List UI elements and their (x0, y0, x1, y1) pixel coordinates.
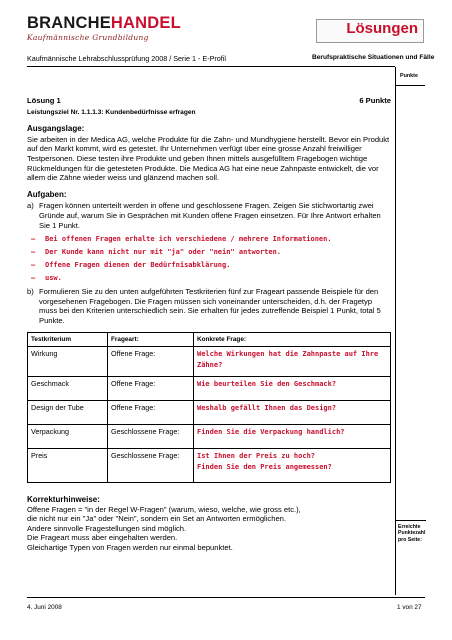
table-row (28, 425, 391, 449)
task-a-text: Fragen können unterteilt werden in offene und geschlossene Fragen. Zeigen Sie stichwortartig zwei Gründe auf, warum Sie in Gesprächen mit Kunden offene Fragen einsetzen. Für Ihre Antwort erhalten Sie 1 Punkt. (39, 201, 381, 230)
table-header-row (28, 332, 391, 347)
logo-wordmark (27, 14, 181, 32)
answer-item (31, 274, 391, 283)
logo-handel: HANDEL (110, 14, 181, 32)
brand-logo (27, 14, 181, 42)
points-column-label: Punkte (400, 73, 418, 79)
exam-category: Berufspraktische Situationen und Fälle (312, 54, 435, 61)
korrektur-line: Andere sinnvolle Fragestellungen sind möglich. (27, 523, 187, 533)
cell-frage (194, 449, 391, 483)
cell-kriterium: Geschmack (28, 377, 108, 401)
header-frageart: Frageart: (108, 332, 194, 347)
cell-frageart: Geschlossene Frage: (108, 425, 194, 449)
ausgangslage-text: Sie arbeiten in der Medica AG, welche Produkte für die Zahn- und Mundhygiene herstellt. Bevor ein Produkt auf den Markt kommt, wird es getestet. Ihr Unternehmen verfügt über eine grosse Anzahl freiwilliger Testpersonen. Diese testen ihre Produkte und geben Ihnen mittels ausgefülltem Fragebogen wichtige Rückmeldungen für die getesteten Produkte. Die Medica AG hat eine neue Zahnpaste entwickelt, die vor allem die Zähne wieder weiss und glänzend machen soll. (27, 134, 390, 183)
points-column-divider (395, 67, 396, 595)
korrektur-text (27, 505, 391, 553)
cell-frage: Finden Sie die Verpackung handlich? (194, 425, 391, 449)
solution-heading (27, 96, 391, 106)
korrektur-line: Die Frageart muss aber eingehalten werden. (27, 533, 178, 543)
document-title: Lösungen (346, 20, 418, 37)
table-row (28, 449, 391, 483)
cell-frage: Welche Wirkungen hat die Zahnpaste auf Ihre Zähne? (194, 347, 391, 377)
task-b-text: Formulieren Sie zu den unten aufgeführten Testkriterien fünf zur Frageart passende Beispiele für den vorgesehenen Fragebogen. Die Fragen müssen sich voneinander unterscheiden, d.h. der Fragetyp muss bei den Kriterien unterschiedlich sein. Sie erhalten für jedes zutreffende Beispiel 1 Punkt, total 5 Punkte. (39, 287, 381, 325)
table-row (28, 347, 391, 377)
answer-text: Bei offenen Fragen erhalte ich verschiedene / mehrere Informationen. (45, 235, 332, 244)
solution-points: 6 Punkte (359, 96, 391, 105)
cell-kriterium: Wirkung (28, 347, 108, 377)
points-per-page-label: Erreichte (398, 524, 421, 530)
solution-title: Lösung 1 (27, 96, 61, 105)
header-konkrete-frage: Konkrete Frage: (194, 332, 391, 347)
answer-text: usw. (45, 274, 62, 283)
task-a-label: a) (27, 201, 34, 211)
korrektur-line: Offene Fragen = "in der Regel W-Fragen" (warum, wieso, welche, wie gross etc.), (27, 504, 301, 514)
main-content (27, 96, 391, 553)
cell-kriterium: Design der Tube (28, 401, 108, 425)
cell-frage-line: Finden Sie den Preis angemessen? (197, 463, 332, 472)
header-testkriterium: Testkriterium (28, 332, 108, 347)
korrektur-heading: Korrekturhinweise: (27, 495, 100, 505)
aufgaben-heading: Aufgaben: (27, 189, 67, 199)
cell-frage: Weshalb gefällt Ihnen das Design? (194, 401, 391, 425)
answer-text: Offene Fragen dienen der Bedürfnisabklärung. (45, 261, 231, 270)
footer-date: 4. Juni 2008 (27, 604, 62, 611)
answer-item (31, 235, 391, 244)
answer-dash: – (31, 274, 36, 283)
cell-kriterium: Preis (28, 449, 108, 483)
document-title-box (316, 19, 424, 43)
task-b (27, 287, 391, 325)
cell-frageart: Offene Frage: (108, 377, 194, 401)
cell-frageart: Geschlossene Frage: (108, 449, 194, 483)
answer-item (31, 261, 391, 270)
table-row (28, 377, 391, 401)
answer-list (31, 235, 391, 283)
cell-frageart: Offene Frage: (108, 401, 194, 425)
logo-tagline: Kaufmännische Grundbildung (27, 33, 149, 42)
korrektur-line: Gleichartige Typen von Fragen werden nur einmal bepunktet. (27, 543, 233, 553)
logo-branche: BRANCHE (27, 14, 111, 32)
footer-rule (27, 597, 425, 598)
cell-frageart: Offene Frage: (108, 347, 194, 377)
task-a (27, 201, 391, 230)
cell-frage-line: Ist Ihnen der Preis zu hoch? (197, 452, 316, 461)
learning-objective: Leistungsziel Nr. 1.1.1.3: Kundenbedürfnisse erfragen (27, 108, 196, 116)
header-rule (27, 66, 395, 67)
answer-text: Der Kunde kann nicht nur mit "ja" oder "nein" antworten. (45, 248, 282, 257)
criteria-table (27, 332, 391, 484)
points-per-page-label: Punktezahl (398, 530, 426, 537)
answer-dash: – (31, 235, 36, 244)
task-b-label: b) (27, 287, 34, 297)
cell-frage: Wie beurteilen Sie den Geschmack? (194, 377, 391, 401)
korrektur-line: die nicht nur ein "Ja" oder "Nein", sondern ein Set an Antworten ermöglichen. (27, 514, 286, 524)
footer-page-number: 1 von 27 (397, 604, 422, 611)
points-header-rule (395, 85, 425, 86)
points-per-page-box (396, 520, 426, 590)
answer-dash: – (31, 248, 36, 257)
answer-item (31, 248, 391, 257)
cell-kriterium: Verpackung (28, 425, 108, 449)
exam-subtitle: Kaufmännische Lehrabschlussprüfung 2008 / Serie 1 - E-Profil (27, 54, 226, 63)
table-row (28, 401, 391, 425)
ausgangslage-heading: Ausgangslage: (27, 124, 85, 134)
points-per-page-label: pro Seite: (398, 536, 422, 543)
answer-dash: – (31, 261, 36, 270)
